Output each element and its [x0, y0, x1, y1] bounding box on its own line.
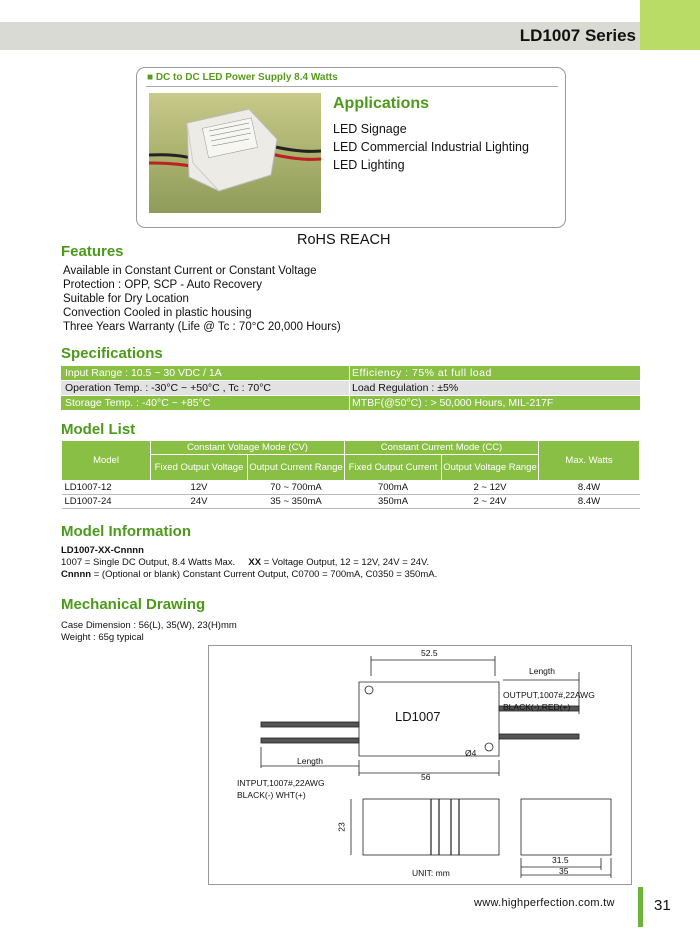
cell-model: LD1007-12	[62, 481, 151, 495]
dim-bottom: 56	[421, 772, 431, 782]
model-code: LD1007-XX-Cnnnn	[61, 545, 144, 556]
feature-item: Convection Cooled in plastic housing	[63, 307, 252, 319]
dim-top: 52.5	[421, 648, 438, 658]
model-info-line1	[61, 557, 429, 568]
head-cc: Constant Current Mode (CC)	[345, 441, 539, 455]
output-label-1: OUTPUT,1007#,22AWG	[503, 690, 595, 700]
footer-bar	[638, 887, 643, 927]
footer-url: www.highperfection.com.tw	[474, 897, 615, 909]
application-item: LED Commercial Industrial Lighting	[333, 140, 529, 154]
info-text: 1007 = Single DC Output, 8.4 Watts Max.	[61, 557, 236, 568]
length-out: Length	[529, 666, 555, 676]
cell: 8.4W	[539, 495, 640, 509]
table-row	[62, 481, 640, 495]
cell: 350mA	[345, 495, 442, 509]
head-cv-out: Fixed Output Voltage	[151, 455, 248, 481]
feature-item: Suitable for Dry Location	[63, 293, 189, 305]
head-watts: Max. Watts	[539, 441, 640, 481]
specifications-title: Specifications	[61, 345, 163, 362]
input-label-2: BLACK(-) WHT(+)	[237, 790, 306, 800]
cell: 24V	[151, 495, 248, 509]
cell: 8.4W	[539, 481, 640, 495]
info-text: = Voltage Output, 12 = 12V, 24V = 24V.	[261, 557, 430, 568]
info-text: = (Optional or blank) Constant Current Output, C0700 = 700mA, C0350 = 350mA.	[91, 569, 438, 580]
info-bold: Cnnnn	[61, 569, 92, 580]
spec-left: Input Range : 10.5 ~ 30 VDC / 1A	[65, 367, 222, 379]
model-info-title: Model Information	[61, 523, 191, 540]
feature-item: Three Years Warranty (Life @ Tc : 70°C 20,000 Hours)	[63, 321, 341, 333]
spec-left: Operation Temp. : -30°C ~ +50°C , Tc : 70°C	[65, 382, 271, 394]
intro-divider	[146, 86, 558, 87]
head-cc-vol: Output Voltage Range	[442, 455, 539, 481]
mechanical-drawing	[208, 645, 632, 885]
cell: 12V	[151, 481, 248, 495]
cell: 700mA	[345, 481, 442, 495]
model-label: LD1007	[395, 709, 441, 724]
case-dimension: Case Dimension : 56(L), 35(W), 23(H)mm	[61, 620, 237, 631]
spec-row	[61, 381, 640, 395]
cell: 2 ~ 24V	[442, 495, 539, 509]
info-bold: XX	[248, 557, 262, 568]
header-accent	[640, 0, 700, 50]
cell: 70 ~ 700mA	[248, 481, 345, 495]
drawing-svg	[209, 646, 633, 886]
spec-row	[61, 366, 640, 380]
applications-title: Applications	[333, 95, 430, 112]
feature-item: Protection : OPP, SCP - Auto Recovery	[63, 279, 263, 291]
spec-row	[61, 396, 640, 410]
dim-31-5: 31.5	[552, 855, 569, 865]
length-in: Length	[297, 756, 323, 766]
spec-right: Efficiency : 75% at full load	[349, 366, 492, 380]
head-cv: Constant Voltage Mode (CV)	[151, 441, 345, 455]
page-number: 31	[654, 897, 671, 914]
feature-item: Available in Constant Current or Constant Voltage	[63, 265, 317, 277]
weight: Weight : 65g typical	[61, 632, 144, 643]
dim-35: 35	[559, 866, 569, 876]
product-photo	[149, 93, 321, 213]
model-info-line2	[61, 569, 437, 580]
cell-model: LD1007-24	[62, 495, 151, 509]
unit-label: UNIT: mm	[412, 868, 450, 878]
rohs-reach: RoHS REACH	[297, 232, 391, 248]
hole-dim: Ø4	[465, 748, 477, 758]
mechanical-title: Mechanical Drawing	[61, 596, 206, 613]
features-title: Features	[61, 243, 124, 260]
table-row	[62, 495, 640, 509]
spec-right: Load Regulation : ±5%	[349, 381, 458, 395]
output-label-2: BLACK(-),RED(+)	[503, 702, 571, 712]
spec-left: Storage Temp. : -40°C ~ +85°C	[65, 397, 211, 409]
head-model: Model	[62, 441, 151, 481]
cell: 35 ~ 350mA	[248, 495, 345, 509]
dim-height: 23	[336, 822, 347, 832]
spec-right: MTBF(@50°C) : > 50,000 Hours, MIL-217F	[349, 396, 553, 410]
model-list-title: Model List	[61, 421, 136, 438]
intro-subtitle: ■ DC to DC LED Power Supply 8.4 Watts	[147, 72, 338, 83]
cell: 2 ~ 12V	[442, 481, 539, 495]
application-item: LED Signage	[333, 122, 407, 136]
input-label-1: INTPUT,1007#,22AWG	[237, 778, 325, 788]
head-cc-out: Fixed Output Current	[345, 455, 442, 481]
series-title: LD1007 Series	[519, 26, 636, 45]
model-table	[61, 440, 640, 509]
head-cv-cur: Output Current Range	[248, 455, 345, 481]
application-item: LED Lighting	[333, 158, 405, 172]
